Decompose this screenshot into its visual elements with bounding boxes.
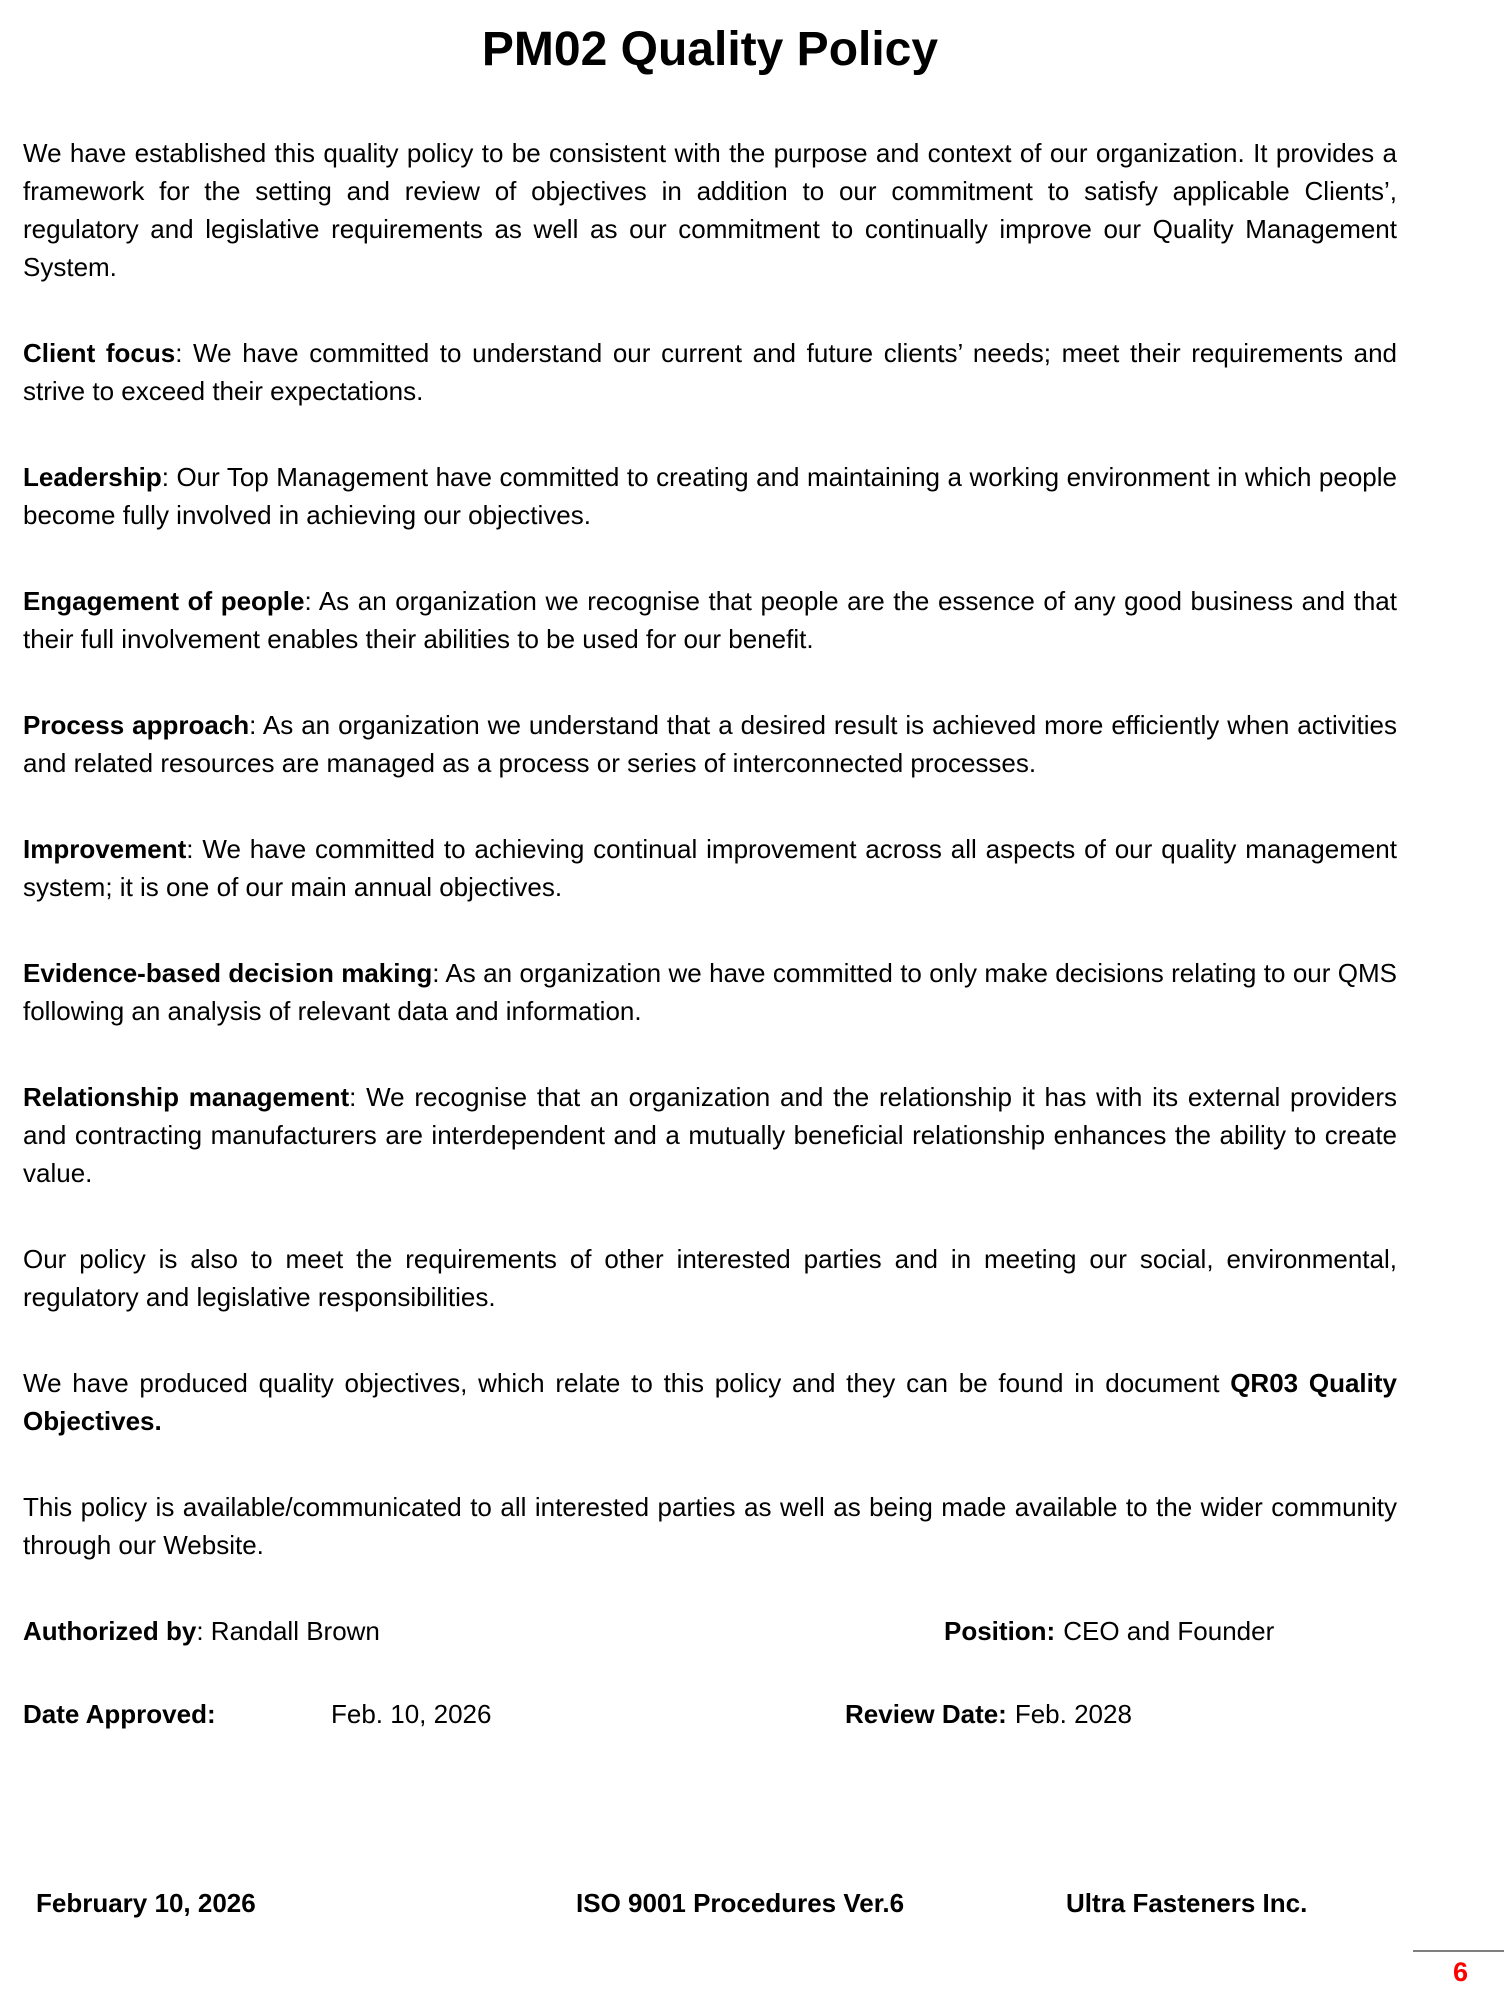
- paragraph-text: Our policy is also to meet the requirements of other interested parties and in meeting our social, environmental, regulatory and legislative responsibilities.: [23, 1244, 1397, 1312]
- paragraph-quality-objectives: [23, 1364, 1397, 1440]
- page-number: 6: [1452, 1957, 1468, 1987]
- paragraph-process-approach: [23, 706, 1397, 782]
- footer-company-name: Ultra Fasteners Inc.: [1066, 1888, 1308, 1918]
- paragraph-text: : Our Top Management have committed to creating and maintaining a working environment in which people become fully involved in achieving our objectives.: [23, 462, 1397, 530]
- authorized-by-value: Randall Brown: [210, 1616, 380, 1646]
- position-value: CEO and Founder: [1063, 1616, 1275, 1646]
- paragraph-lead: Client focus: [23, 338, 176, 368]
- paragraph-text: : As an organization we have committed to only make decisions relating to our QMS following an analysis of relevant data and information.: [23, 958, 1398, 1026]
- paragraph-lead: Relationship management: [23, 1082, 350, 1112]
- paragraph-text: We have established this quality policy to be consistent with the purpose and context of our organization. It provides a framework for the setting and review of objectives in addition to our commitment to satisfy applicable Clients’, regulatory and legislative requirements as well as our commitment to continually improve our Quality Management System.: [23, 138, 1397, 282]
- paragraph-lead: Process approach: [23, 710, 250, 740]
- position-field: [944, 1612, 1274, 1650]
- footer-document-title: ISO 9001 Procedures Ver.6: [576, 1888, 905, 1918]
- page-footer: [0, 1884, 1505, 1922]
- authorized-by-field: [23, 1612, 380, 1650]
- paragraph-text: : We recognise that an organization and the relationship it has with its external providers and contracting manufacturers are interdependent and a mutually beneficial relationship enhances the ability to create value.: [23, 1082, 1397, 1188]
- paragraph-intro: [23, 134, 1397, 286]
- paragraph-improvement: [23, 830, 1397, 906]
- page-number-divider: [1413, 1950, 1504, 1952]
- review-date-value: Feb. 2028: [1014, 1699, 1132, 1729]
- document-content: [23, 0, 1397, 1778]
- paragraph-lead: Engagement of people: [23, 586, 305, 616]
- paragraph-text: : We have committed to understand our current and future clients’ needs; meet their requirements and strive to exceed their expectations.: [23, 338, 1397, 406]
- paragraph-tail: QR03 Quality Objectives.: [23, 1368, 1397, 1436]
- review-date-field: [845, 1695, 1132, 1733]
- paragraph-other-interested-parties: [23, 1240, 1397, 1316]
- authorized-by-label: Authorized by: [23, 1616, 197, 1646]
- paragraph-lead: Improvement: [23, 834, 187, 864]
- page-title: PM02 Quality Policy: [481, 23, 939, 76]
- paragraph-lead: Evidence-based decision making: [23, 958, 433, 988]
- position-label: Position:: [944, 1616, 1056, 1646]
- date-approved-label: Date Approved:: [23, 1699, 216, 1729]
- paragraph-lead: Leadership: [23, 462, 162, 492]
- review-date-label: Review Date:: [845, 1699, 1007, 1729]
- paragraph-client-focus: [23, 334, 1397, 410]
- dates-row: [23, 1695, 1397, 1733]
- paragraph-leadership: [23, 458, 1397, 534]
- authorized-position-row: [23, 1612, 1397, 1650]
- paragraph-engagement-of-people: [23, 582, 1397, 658]
- paragraph-text: : We have committed to achieving continual improvement across all aspects of our quality management system; it is one of our main annual objectives.: [23, 834, 1397, 902]
- paragraph-text: : As an organization we recognise that people are the essence of any good business and that their full involvement enables their abilities to be used for our benefit.: [23, 586, 1397, 654]
- paragraph-text: We have produced quality objectives, which relate to this policy and they can be found in document: [23, 1368, 1231, 1398]
- date-approved-value: Feb. 10, 2026: [331, 1699, 492, 1729]
- paragraph-availability: [23, 1488, 1397, 1564]
- paragraph-relationship-management: [23, 1078, 1397, 1192]
- paragraph-evidence-based-decision-making: [23, 954, 1397, 1030]
- authorized-by-separator: :: [196, 1616, 211, 1646]
- footer-date: February 10, 2026: [36, 1888, 256, 1918]
- paragraph-text: : As an organization we understand that a desired result is achieved more efficiently when activities and related resources are managed as a process or series of interconnected processes.: [23, 710, 1397, 778]
- paragraph-text: This policy is available/communicated to all interested parties as well as being made available to the wider community through our Website.: [23, 1492, 1397, 1560]
